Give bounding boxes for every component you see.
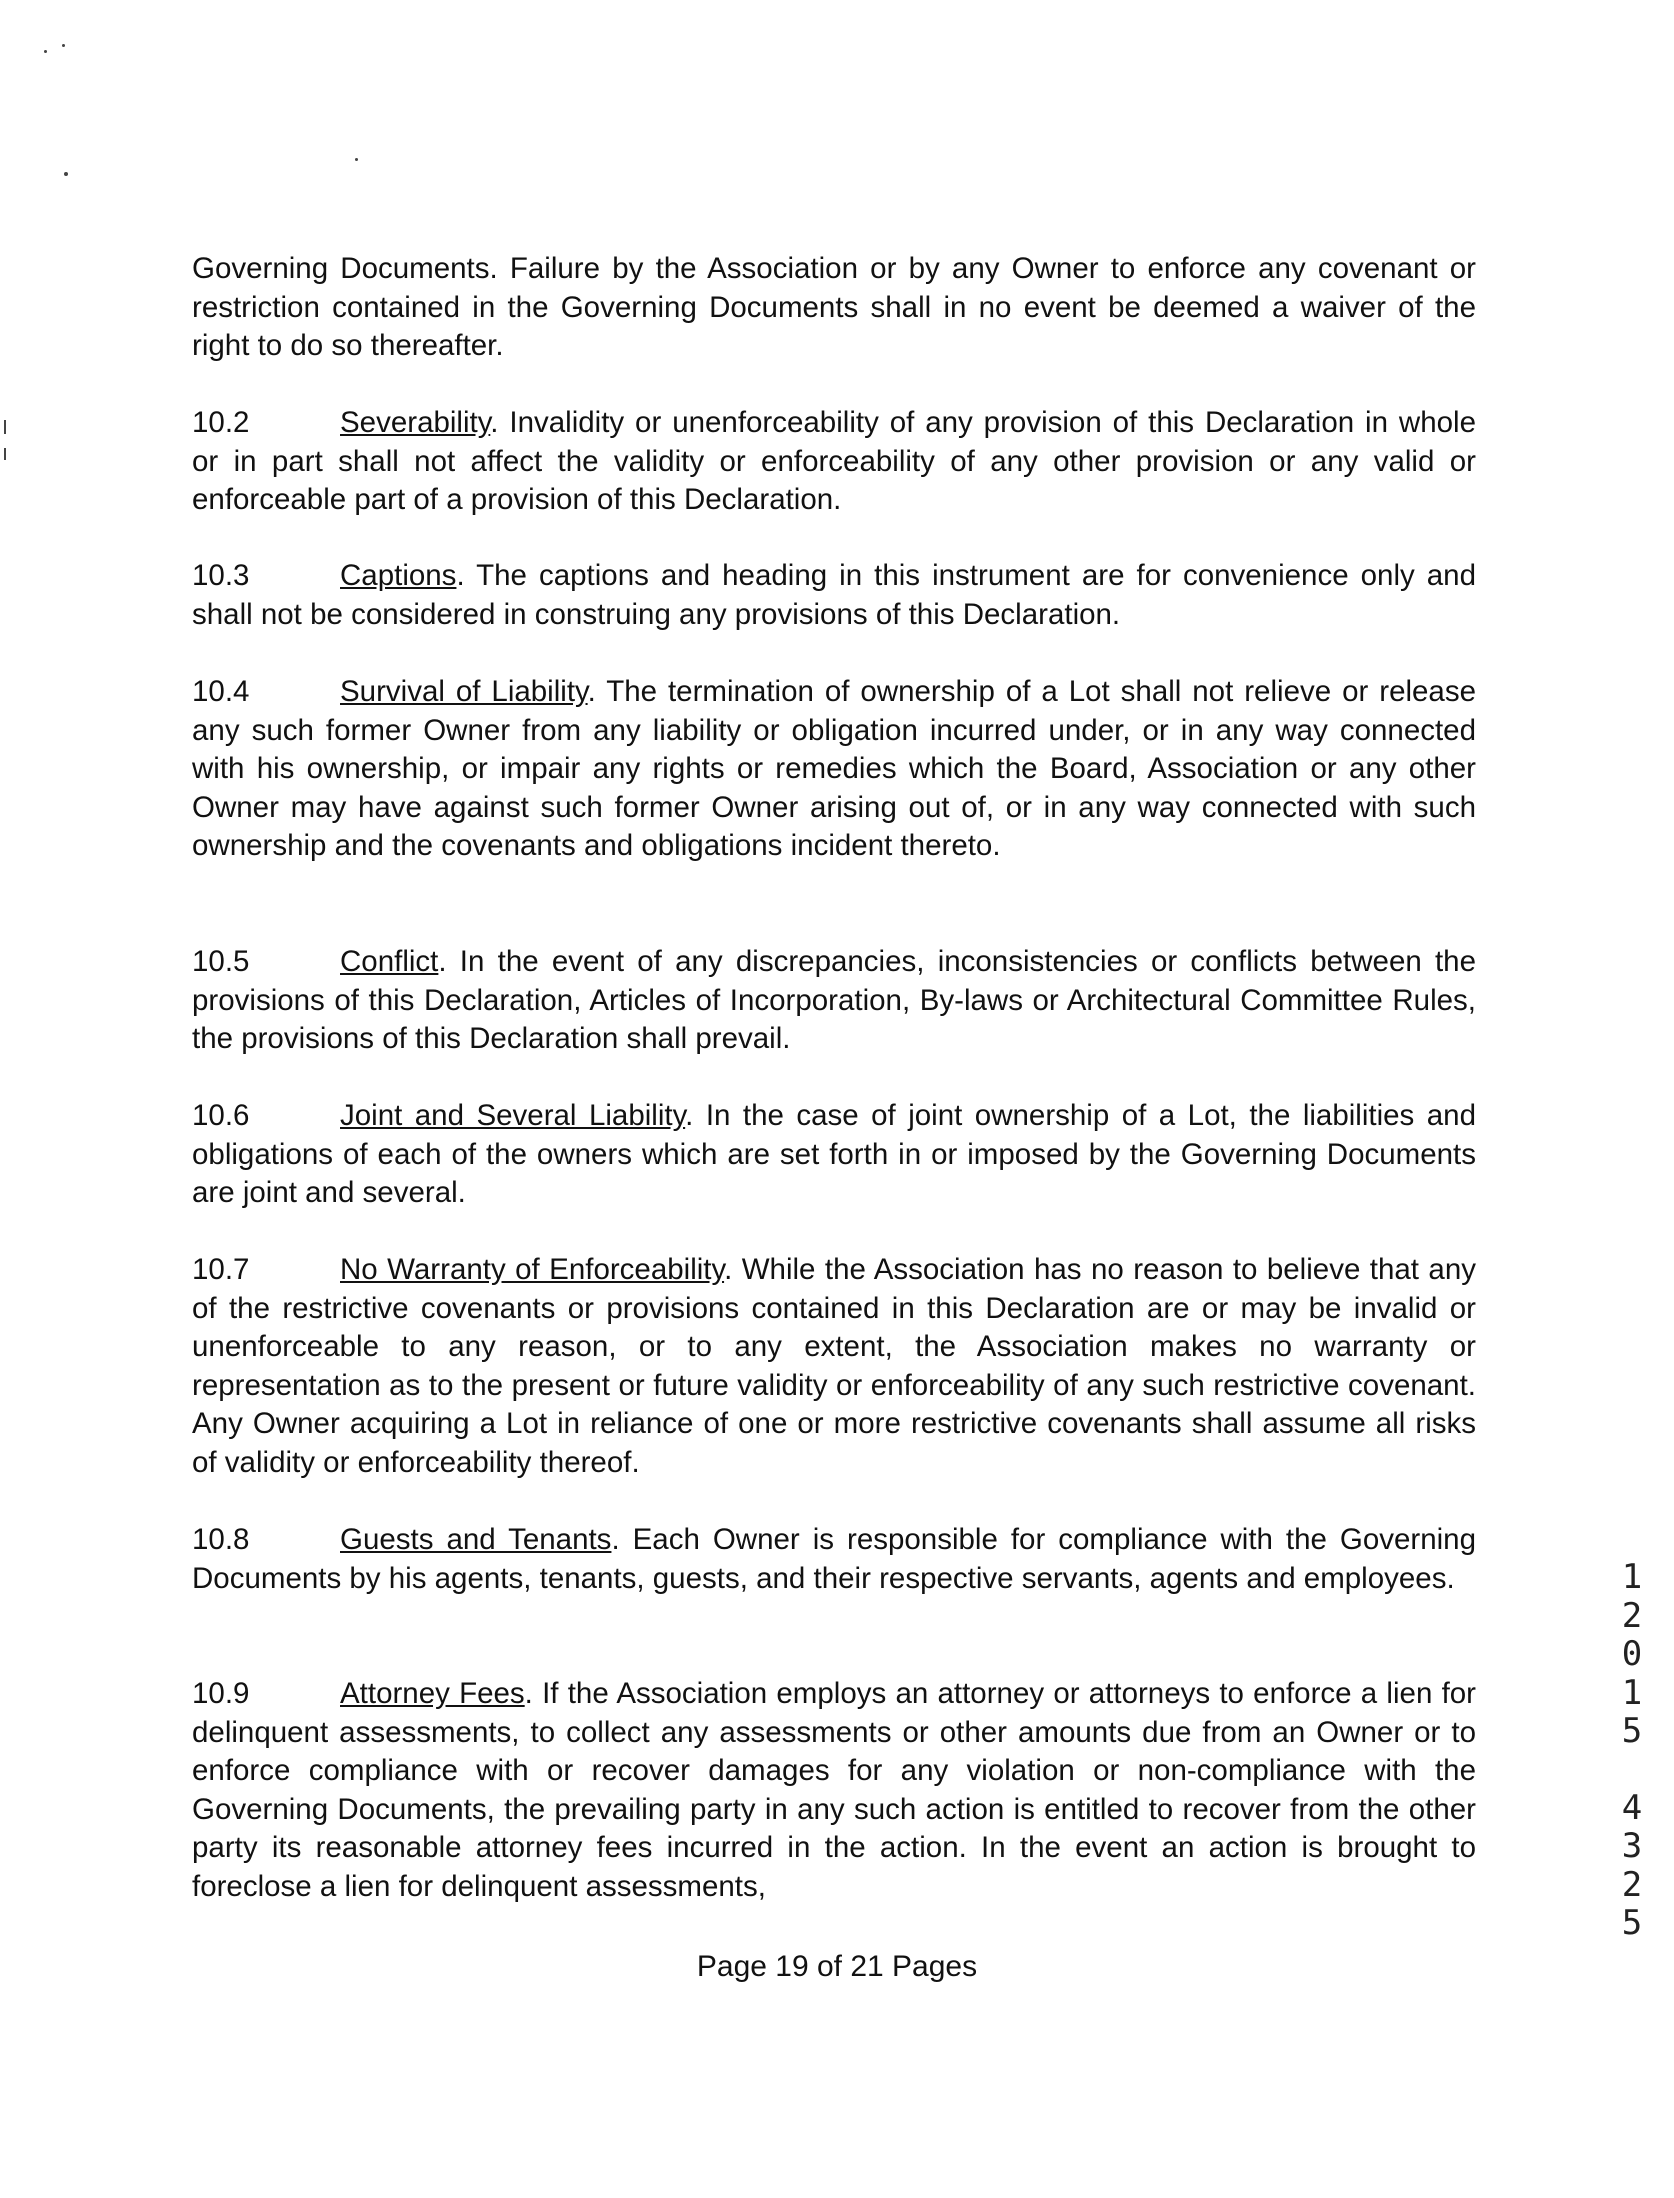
section-body: . Invalidity or unenforceability of any provision of this Declaration in whole or in part shall not affect the validity or enforceability of any other provision or any valid or enforceable part of a provision of this Declaration. <box>192 406 1476 516</box>
stamp-digit: 3 <box>1621 1826 1643 1866</box>
section-10-6 <box>192 1097 1476 1213</box>
section-title: Captions <box>340 559 457 592</box>
recording-number-stamp <box>1612 1558 1652 1943</box>
section-10-9 <box>192 1675 1476 1906</box>
stamp-digit: 0 <box>1621 1634 1643 1674</box>
scan-speck <box>4 420 6 434</box>
stamp-digit: 2 <box>1621 1595 1643 1636</box>
section-number: 10.3 <box>192 559 250 592</box>
section-title: No Warranty of Enforceability <box>340 1253 725 1286</box>
section-body: . In the case of joint ownership of a Lot, the liabilities and obligations of each of the owners which are set forth in or imposed by the Governing Documents are joint and several. <box>192 1099 1476 1209</box>
stamp-digit: 1 <box>1621 1672 1643 1713</box>
section-number: 10.9 <box>192 1677 250 1710</box>
section-10-3 <box>192 557 1476 634</box>
stamp-digit: 2 <box>1621 1864 1643 1905</box>
section-number: 10.2 <box>192 406 250 439</box>
section-title: Survival of Liability <box>340 675 588 708</box>
stamp-digit: 4 <box>1621 1787 1643 1828</box>
section-10-5 <box>192 943 1476 1059</box>
stamp-gap <box>1612 1751 1652 1789</box>
section-body: . In the event of any discrepancies, inconsistencies or conflicts between the provisions of this Declaration, Articles of Incorporation, By-laws or Architectural Committee Rules, the provisions of this Declaration shall prevail. <box>192 945 1476 1055</box>
scan-speck <box>355 158 358 161</box>
section-number: 10.8 <box>192 1523 250 1556</box>
section-number: 10.4 <box>192 675 250 708</box>
scan-speck <box>62 44 65 47</box>
section-title: Attorney Fees <box>340 1677 525 1710</box>
section-title: Guests and Tenants <box>340 1523 612 1556</box>
section-title: Severability <box>340 406 491 439</box>
intro-paragraph: Governing Documents. Failure by the Association or by any Owner to enforce any covenant or restriction contained in the Governing Documents shall in no event be deemed a waiver of the right to do so thereafter. <box>192 252 1476 362</box>
scan-speck <box>4 448 6 460</box>
section-body: . While the Association has no reason to believe that any of the restrictive covenants or provisions contained in this Declaration are or may be invalid or unenforceable to any reason, or to any extent, the Association makes no warranty or representation as to the present or future validity or enforceability of any such restrictive covenant. Any Owner acquiring a Lot in reliance of one or more restrictive covenants shall assume all risks of validity or enforceability thereof. <box>192 1253 1476 1479</box>
scan-speck <box>64 172 68 176</box>
stamp-digit: 1 <box>1621 1557 1643 1597</box>
section-title: Joint and Several Liability <box>340 1099 686 1132</box>
section-10-8 <box>192 1521 1476 1598</box>
section-number: 10.6 <box>192 1099 250 1132</box>
section-number: 10.7 <box>192 1253 250 1286</box>
section-number: 10.5 <box>192 945 250 978</box>
section-body: . The termination of ownership of a Lot shall not relieve or release any such former Owner from any liability or obligation incurred under, or in any way connected with his ownership, or impair any rights or remedies which the Board, Association or any other Owner may have against such former Owner arising out of, or in any way connected with such ownership and the covenants and obligations incident thereto. <box>192 675 1476 862</box>
page-footer: Page 19 of 21 Pages <box>696 1950 978 1983</box>
section-10-7 <box>192 1251 1476 1482</box>
section-10-4 <box>192 673 1476 866</box>
stamp-digit: 5 <box>1621 1711 1643 1751</box>
scan-speck <box>44 50 47 53</box>
section-body: . The captions and heading in this instrument are for convenience only and shall not be considered in construing any provisions of this Declaration. <box>192 559 1476 631</box>
section-10-2 <box>192 404 1476 520</box>
stamp-digit: 5 <box>1621 1903 1643 1943</box>
section-body: . If the Association employs an attorney or attorneys to enforce a lien for delinquent assessments, to collect any assessments or other amounts due from an Owner or to enforce compliance with or recover damages for any violation or non-compliance with the Governing Documents, the prevailing party in any such action is entitled to recover from the other party its reasonable attorney fees incurred in the action. In the event an action is brought to foreclose a lien for delinquent assessments, <box>192 1677 1476 1903</box>
section-body: . Each Owner is responsible for compliance with the Governing Documents by his agents, tenants, guests, and their respective servants, agents and employees. <box>192 1523 1476 1595</box>
section-title: Conflict <box>340 945 439 978</box>
